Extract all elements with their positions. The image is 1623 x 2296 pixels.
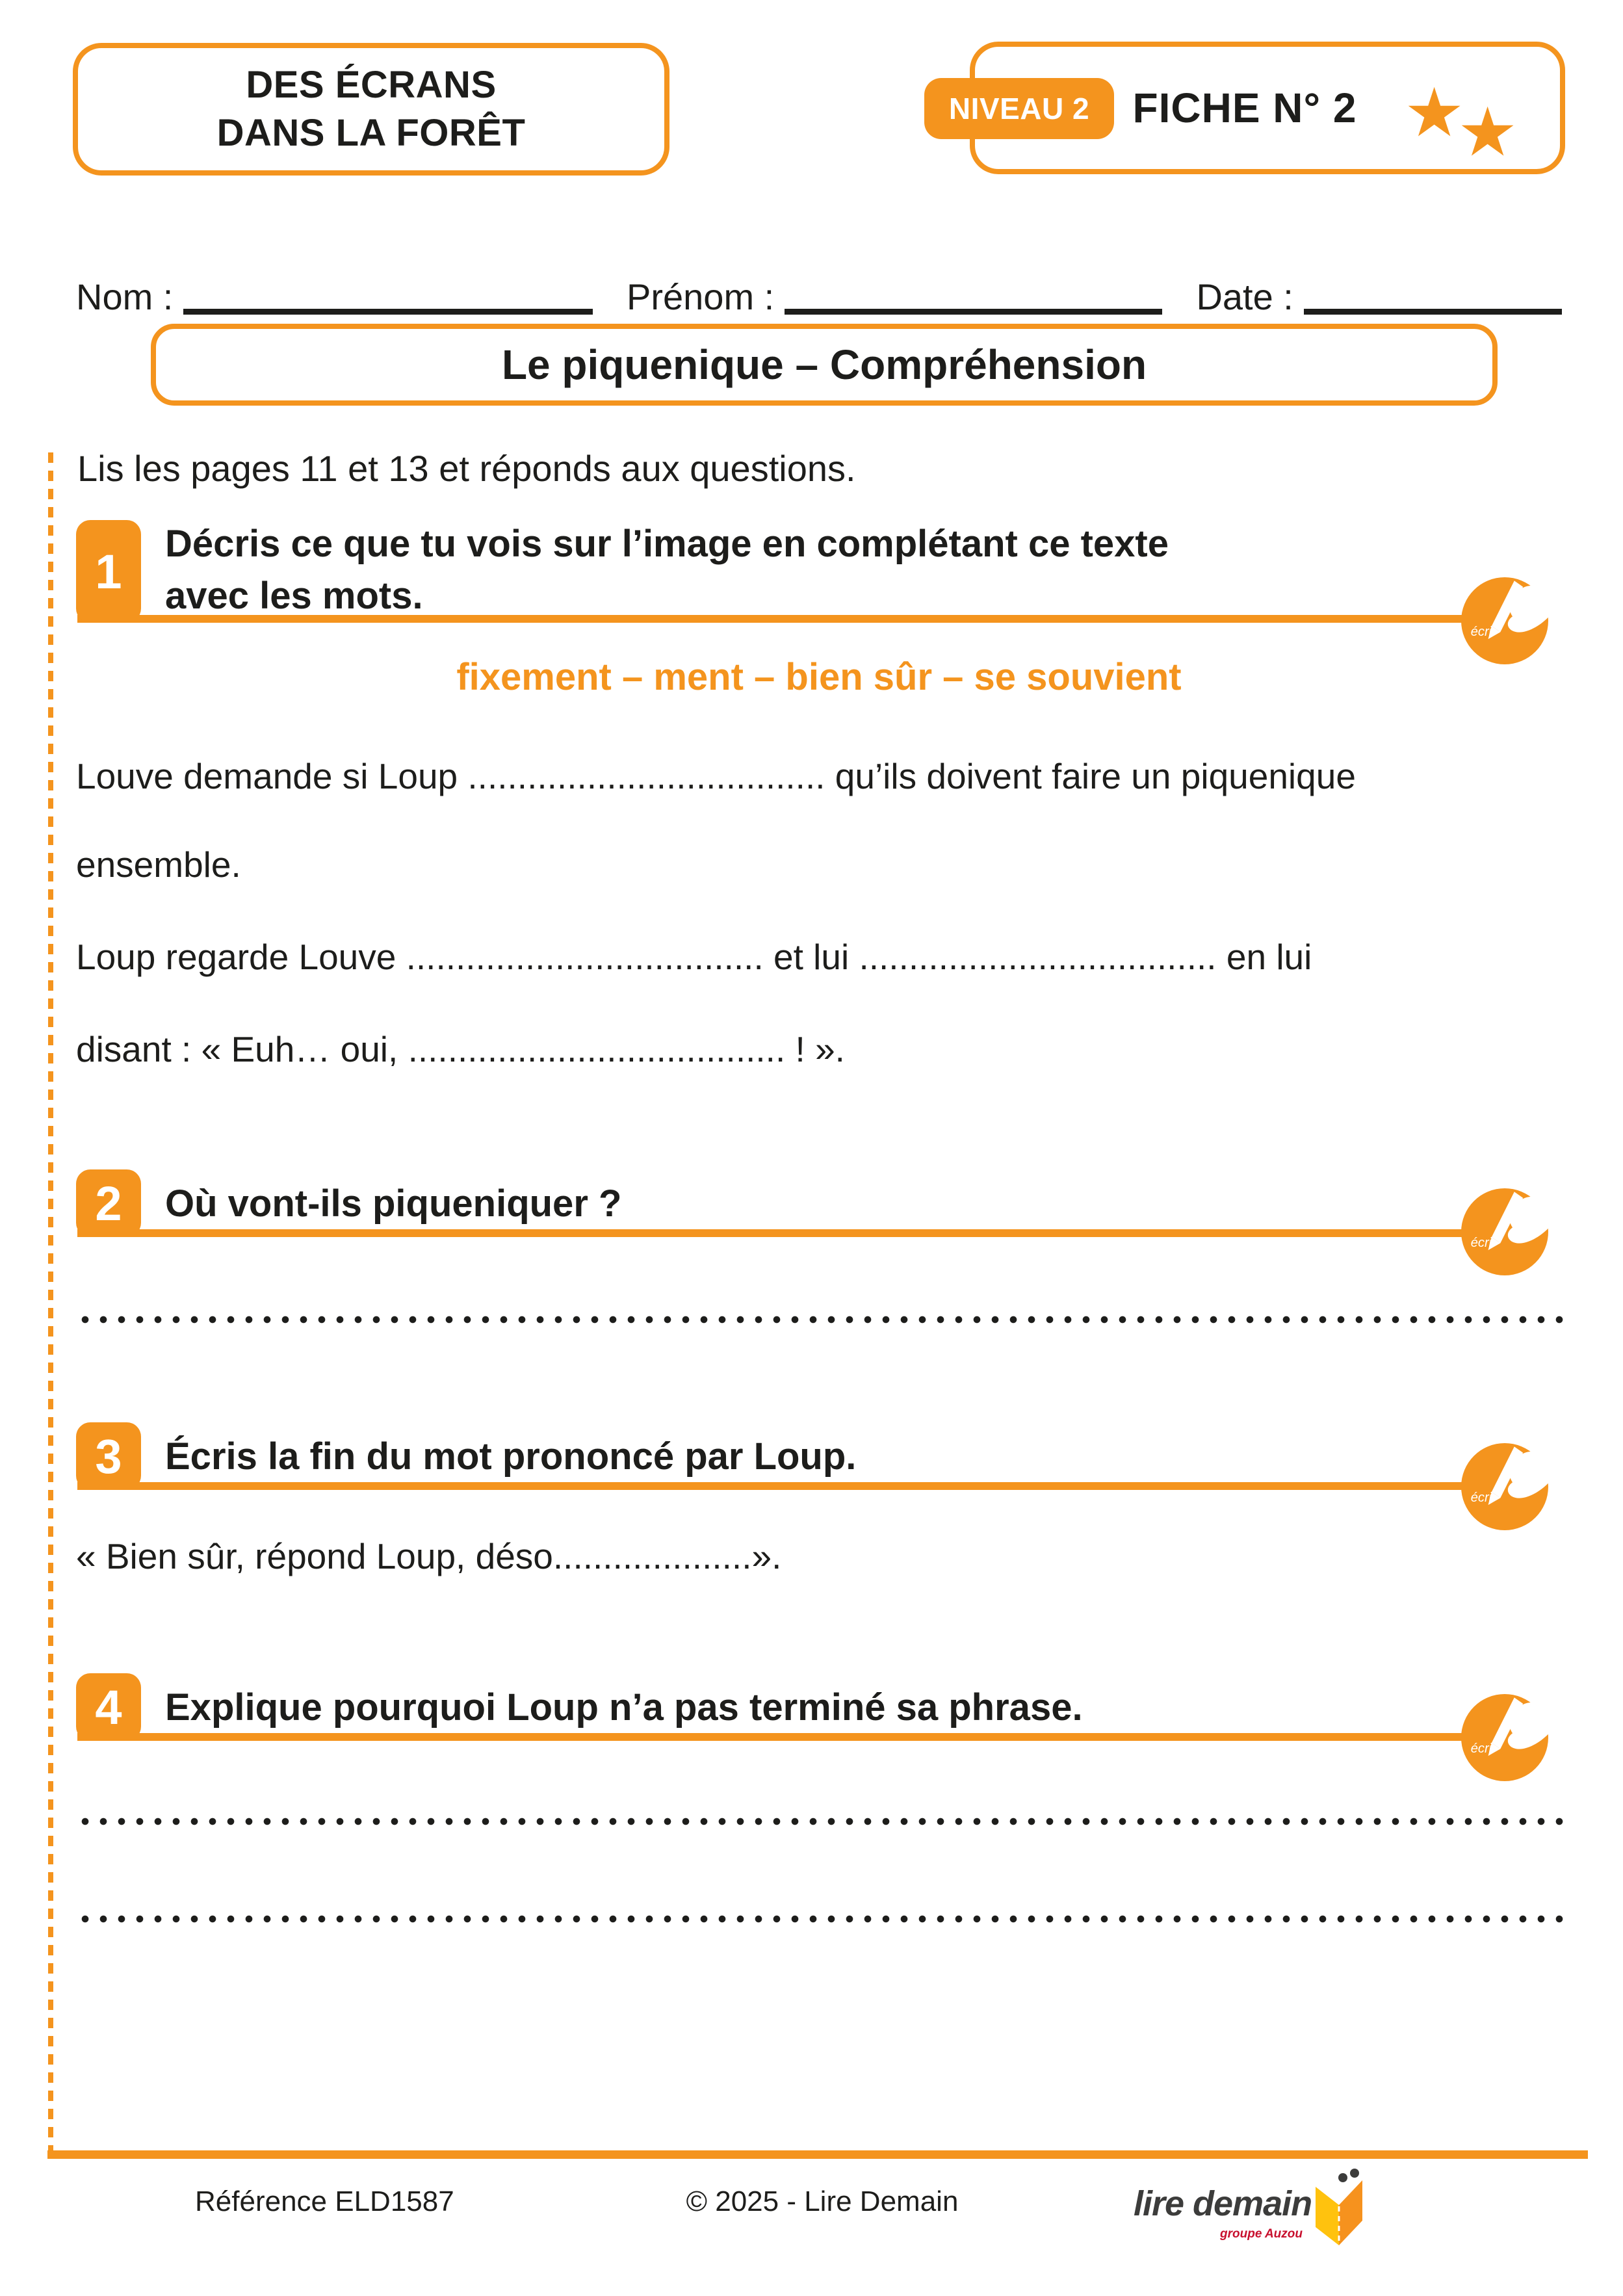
word-bank: fixement – ment – bien sûr – se souvient [456, 656, 1182, 698]
level-badge: NIVEAU 2 [924, 78, 1114, 139]
name-label: Nom : [76, 276, 174, 317]
worksheet-title-box [151, 324, 1498, 406]
date-field[interactable] [1304, 309, 1562, 315]
question4-number-badge: 4 [76, 1673, 141, 1741]
question2-number-badge: 2 [76, 1169, 141, 1237]
question2-rule [77, 1229, 1475, 1237]
fill-text-line3: Loup regarde Louve .................................... et lui .................................... en lui [76, 937, 1312, 977]
book-icon-dot [1338, 2173, 1347, 2182]
difficulty-stars [1404, 75, 1553, 177]
footer-copyright: © 2025 - Lire Demain [686, 2185, 959, 2217]
write-icon [1461, 1694, 1548, 1781]
question1-heading [165, 518, 1169, 622]
question2-heading-line1: Où vont-ils piqueniquer ? [165, 1182, 622, 1225]
write-icon-label: écri [1470, 1490, 1492, 1505]
footer-rule [47, 2150, 1588, 2159]
lire-demain-logo [1132, 2165, 1386, 2250]
left-dashed-rule [48, 452, 53, 2150]
firstname-label: Prénom : [627, 276, 775, 317]
question4-answer-line-1[interactable] [76, 1818, 1574, 1825]
question3-heading [165, 1431, 856, 1483]
sheet-number-label: FICHE N° 2 [1132, 85, 1357, 131]
question3-rule [77, 1482, 1475, 1490]
fill-text-line4: disant : « Euh… oui, ...................................... ! ». [76, 1029, 845, 1069]
question1-heading-line2: avec les mots. [165, 575, 423, 617]
star-icon: ★ [1457, 95, 1518, 170]
footer-reference: Référence ELD1587 [195, 2185, 454, 2217]
book-title-box [73, 43, 669, 176]
book-icon-dot [1350, 2169, 1359, 2178]
write-icon-label: écri [1470, 1235, 1492, 1250]
question4-rule [77, 1733, 1475, 1741]
write-icon [1461, 1443, 1548, 1530]
question3-sentence: « Bien sûr, répond Loup, déso....................». [76, 1536, 782, 1576]
name-field[interactable] [183, 309, 593, 315]
write-icon [1461, 1188, 1548, 1275]
book-title-line2: DANS LA FORÊT [216, 112, 526, 154]
logo-subtext: groupe Auzou [1220, 2227, 1303, 2241]
question1-number-badge: 1 [76, 520, 141, 623]
book-title-line1: DES ÉCRANS [246, 64, 497, 106]
question2-answer-line[interactable] [76, 1316, 1574, 1324]
worksheet-title: Le piquenique – Compréhension [501, 341, 1147, 388]
question3-heading-line1: Écris la fin du mot prononcé par Loup. [165, 1435, 857, 1478]
date-label: Date : [1196, 276, 1293, 317]
question4-answer-line-2[interactable] [76, 1915, 1574, 1923]
question4-heading [165, 1682, 1083, 1734]
identity-row [76, 276, 1562, 319]
write-icon [1461, 577, 1548, 664]
fill-text-line1: Louve demande si Loup .................................... qu’ils doivent faire un piquenique [76, 756, 1356, 796]
question3-number-badge: 3 [76, 1422, 141, 1490]
sheet-header-box [948, 42, 1565, 174]
instruction-text: Lis les pages 11 et 13 et réponds aux questions. [77, 448, 856, 489]
firstname-field[interactable] [785, 309, 1162, 315]
logo-text: lire demain [1134, 2184, 1312, 2223]
book-icon-right-page [1339, 2180, 1362, 2245]
write-icon-label: écri [1470, 1741, 1492, 1756]
question1-heading-line1: Décris ce que tu vois sur l’image en complétant ce texte [165, 523, 1169, 565]
book-icon-left-page [1316, 2187, 1339, 2245]
fill-text-line2: ensemble. [76, 844, 241, 885]
star-icon: ★ [1404, 75, 1465, 151]
write-icon-label: écri [1470, 624, 1492, 639]
question2-heading [165, 1178, 621, 1230]
question4-heading-line1: Explique pourquoi Loup n’a pas terminé sa phrase. [165, 1686, 1083, 1729]
